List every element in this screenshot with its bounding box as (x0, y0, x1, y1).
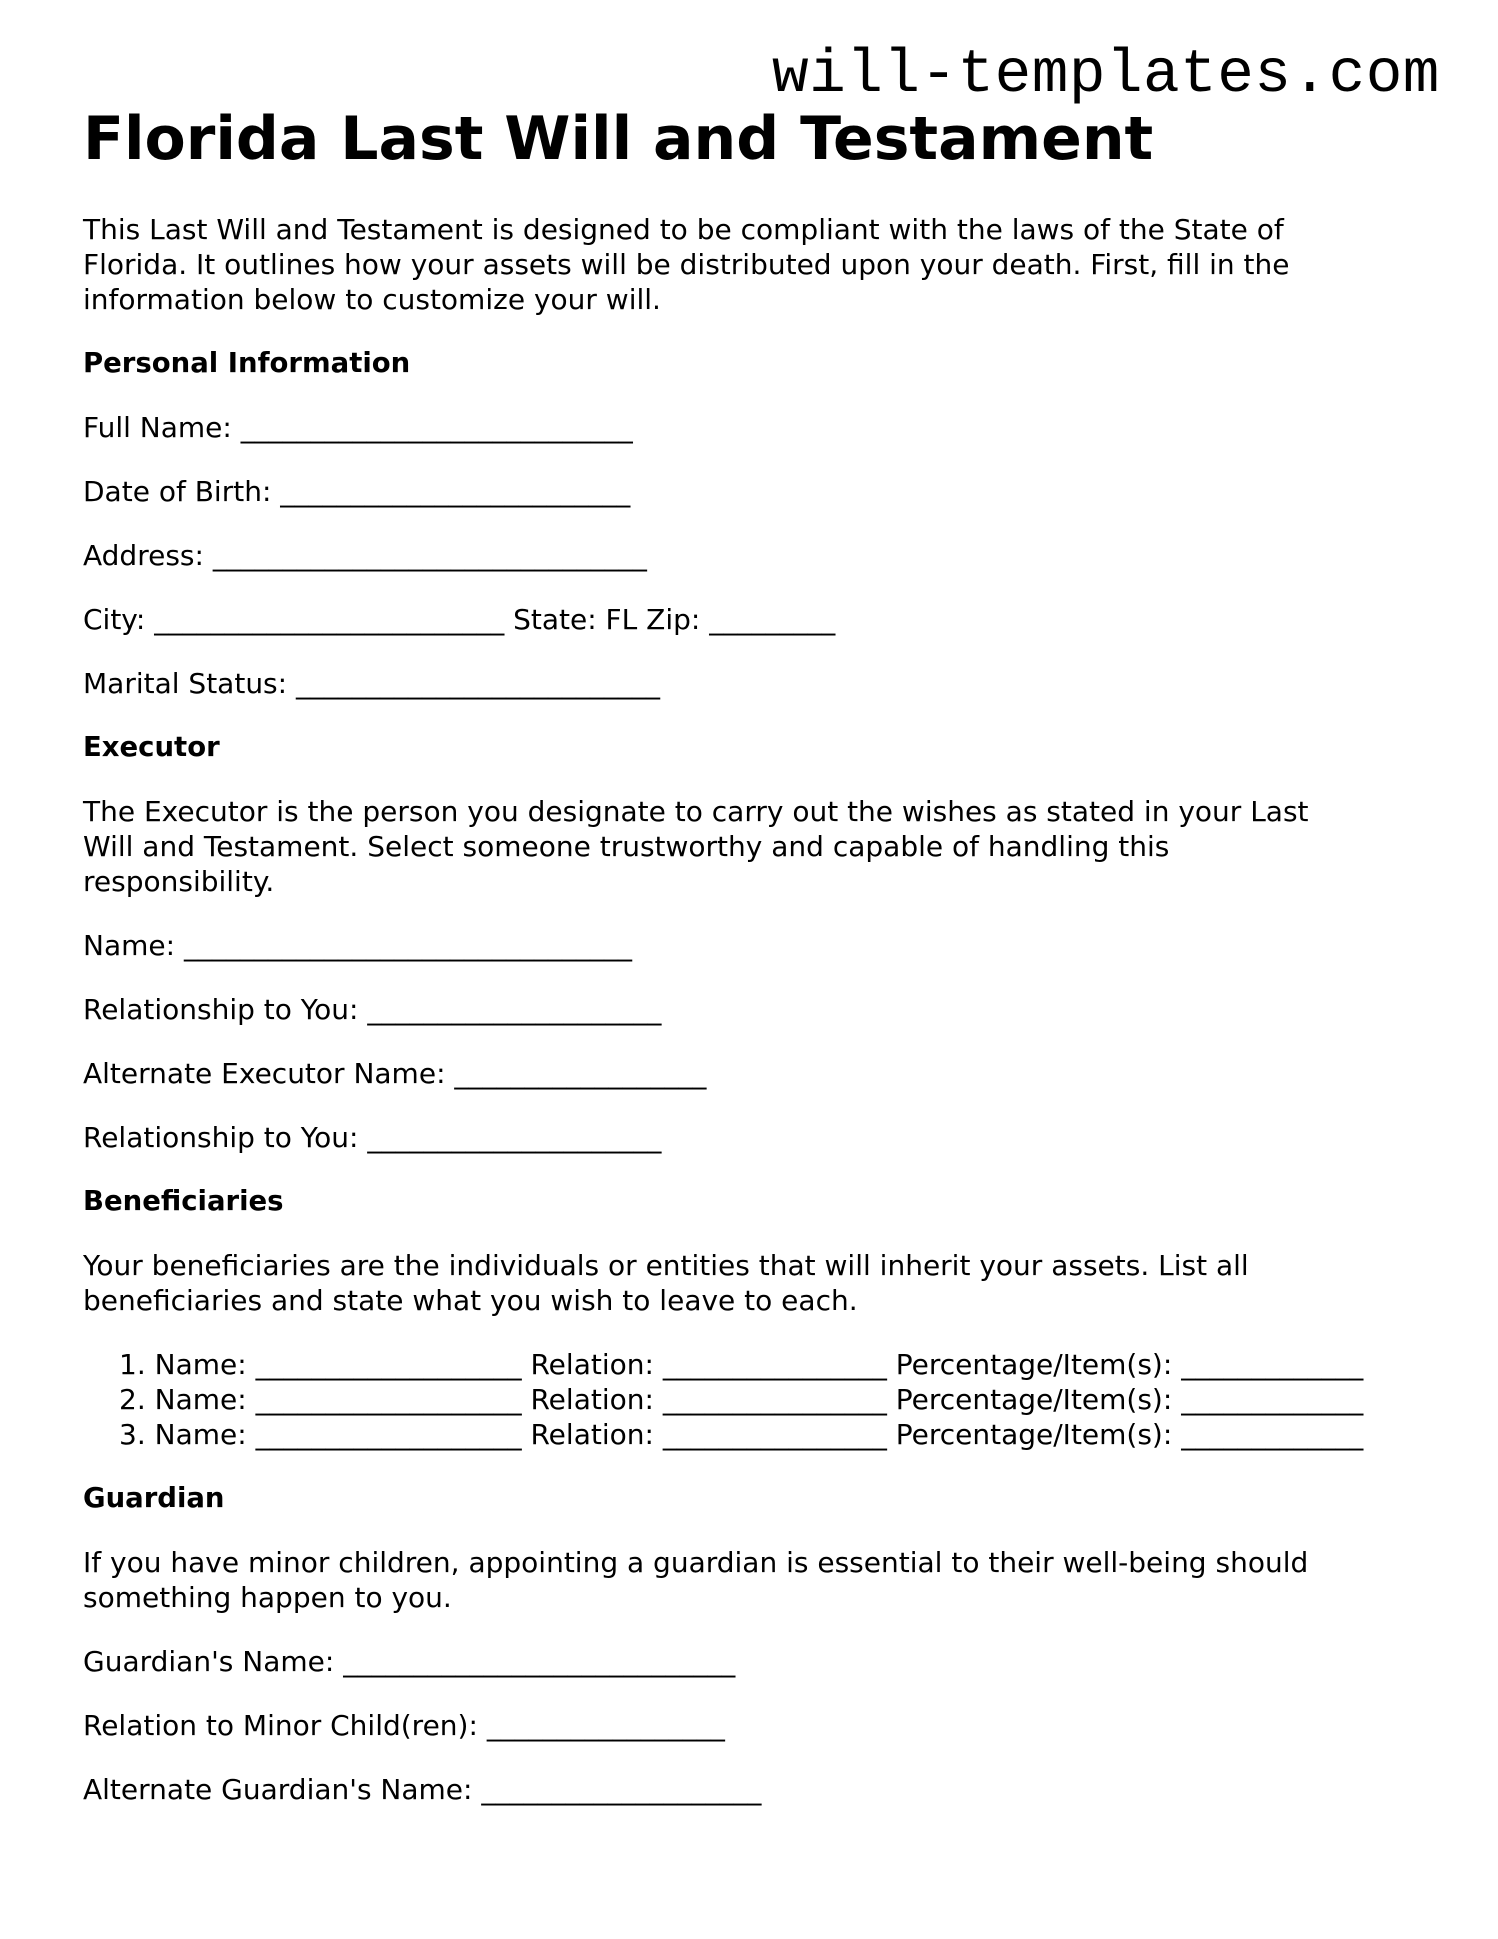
intro-line: This Last Will and Testament is designed to be compliant with the laws of the State of (83, 213, 1284, 246)
date-of-birth-blank[interactable]: _________________________ (280, 475, 631, 508)
beneficiary-row (83, 1417, 1443, 1452)
beneficiary-name-label: Name: (154, 1418, 247, 1451)
executor-name-label: Name: (83, 929, 176, 962)
intro-paragraph (83, 212, 1443, 317)
section-heading-personal-information: Personal Information (83, 347, 411, 379)
executor-line: responsibility. (83, 865, 275, 898)
section-heading-guardian: Guardian (83, 1482, 225, 1514)
intro-line: Florida. It outlines how your assets will be distributed upon your death. First, fill in the (83, 248, 1290, 281)
alternate-guardian-name-blank[interactable]: ____________________ (481, 1773, 762, 1806)
executor-relationship-field (83, 992, 1443, 1027)
beneficiaries-line: beneficiaries and state what you wish to leave to each. (83, 1284, 858, 1317)
guardian-relation-field (83, 1708, 1443, 1743)
beneficiary-relation-blank[interactable]: ________________ (662, 1418, 887, 1451)
guardian-name-blank[interactable]: ____________________________ (343, 1645, 736, 1678)
beneficiary-number: 3. (119, 1418, 146, 1451)
beneficiary-relation-blank[interactable]: ________________ (662, 1383, 887, 1416)
beneficiary-relation-blank[interactable]: ________________ (662, 1348, 887, 1381)
alternate-executor-name-blank[interactable]: __________________ (454, 1057, 707, 1090)
beneficiary-percentage-blank[interactable]: _____________ (1181, 1383, 1364, 1416)
full-name-label: Full Name: (83, 411, 232, 444)
document-body (83, 212, 1443, 1836)
zip-label: Zip: (646, 603, 701, 636)
beneficiary-relation-label: Relation: (530, 1348, 654, 1381)
full-name-field (83, 410, 1443, 445)
alternate-executor-relationship-blank[interactable]: _____________________ (367, 1121, 662, 1154)
executor-name-field (83, 928, 1443, 963)
full-name-blank[interactable]: ____________________________ (240, 411, 633, 444)
beneficiary-relation-label: Relation: (530, 1383, 654, 1416)
executor-paragraph (83, 794, 1443, 899)
guardian-name-label: Guardian's Name: (83, 1645, 335, 1678)
beneficiary-name-blank[interactable]: ___________________ (255, 1383, 522, 1416)
marital-status-label: Marital Status: (83, 667, 288, 700)
marital-status-field (83, 666, 1443, 701)
beneficiary-percentage-label: Percentage/Item(s): (895, 1348, 1173, 1381)
address-blank[interactable]: _______________________________ (212, 539, 647, 572)
executor-line: The Executor is the person you designate to carry out the wishes as stated in your Last (83, 795, 1309, 828)
city-label: City: (83, 603, 146, 636)
zip-blank[interactable]: _________ (709, 603, 836, 636)
beneficiary-number: 1. (119, 1348, 146, 1381)
date-of-birth-label: Date of Birth: (83, 475, 272, 508)
executor-line: Will and Testament. Select someone trustworthy and capable of handling this (83, 830, 1170, 863)
alternate-guardian-name-field (83, 1772, 1443, 1807)
alternate-executor-relationship-label: Relationship to You: (83, 1121, 359, 1154)
beneficiary-percentage-label: Percentage/Item(s): (895, 1383, 1173, 1416)
beneficiaries-list (83, 1347, 1443, 1452)
guardian-paragraph (83, 1545, 1443, 1615)
beneficiary-name-blank[interactable]: ___________________ (255, 1418, 522, 1451)
beneficiaries-paragraph (83, 1248, 1443, 1318)
marital-status-blank[interactable]: __________________________ (296, 667, 660, 700)
section-heading-executor: Executor (83, 731, 220, 763)
city-state-zip-field (83, 602, 1443, 637)
alternate-guardian-name-label: Alternate Guardian's Name: (83, 1773, 473, 1806)
beneficiaries-line: Your beneficiaries are the individuals or entities that will inherit your assets. List all (83, 1249, 1249, 1282)
guardian-relation-blank[interactable]: _________________ (486, 1709, 725, 1742)
beneficiary-percentage-blank[interactable]: _____________ (1181, 1418, 1364, 1451)
document-title: Florida Last Will and Testament (83, 104, 1154, 174)
guardian-relation-label: Relation to Minor Child(ren): (83, 1709, 478, 1742)
beneficiary-name-label: Name: (154, 1383, 247, 1416)
executor-relationship-blank[interactable]: _____________________ (367, 993, 662, 1026)
city-blank[interactable]: _________________________ (154, 603, 505, 636)
beneficiary-name-label: Name: (154, 1348, 247, 1381)
alternate-executor-name-label: Alternate Executor Name: (83, 1057, 446, 1090)
beneficiary-percentage-label: Percentage/Item(s): (895, 1418, 1173, 1451)
section-heading-beneficiaries: Beneficiaries (83, 1185, 284, 1217)
date-of-birth-field (83, 474, 1443, 509)
guardian-name-field (83, 1644, 1443, 1679)
guardian-line: If you have minor children, appointing a guardian is essential to their well-being should (83, 1546, 1309, 1579)
beneficiary-row (83, 1347, 1443, 1382)
address-field (83, 538, 1443, 573)
site-watermark: will-templates.com (772, 41, 1440, 110)
alternate-executor-name-field (83, 1056, 1443, 1091)
beneficiary-relation-label: Relation: (530, 1418, 654, 1451)
beneficiary-number: 2. (119, 1383, 146, 1416)
beneficiary-row (83, 1382, 1443, 1417)
executor-name-blank[interactable]: ________________________________ (183, 929, 632, 962)
state-label: State: FL (513, 603, 638, 636)
executor-relationship-label: Relationship to You: (83, 993, 359, 1026)
beneficiary-percentage-blank[interactable]: _____________ (1181, 1348, 1364, 1381)
intro-line: information below to customize your will. (83, 283, 661, 316)
alternate-executor-relationship-field (83, 1120, 1443, 1155)
beneficiary-name-blank[interactable]: ___________________ (255, 1348, 522, 1381)
address-label: Address: (83, 539, 204, 572)
guardian-line: something happen to you. (83, 1581, 452, 1614)
